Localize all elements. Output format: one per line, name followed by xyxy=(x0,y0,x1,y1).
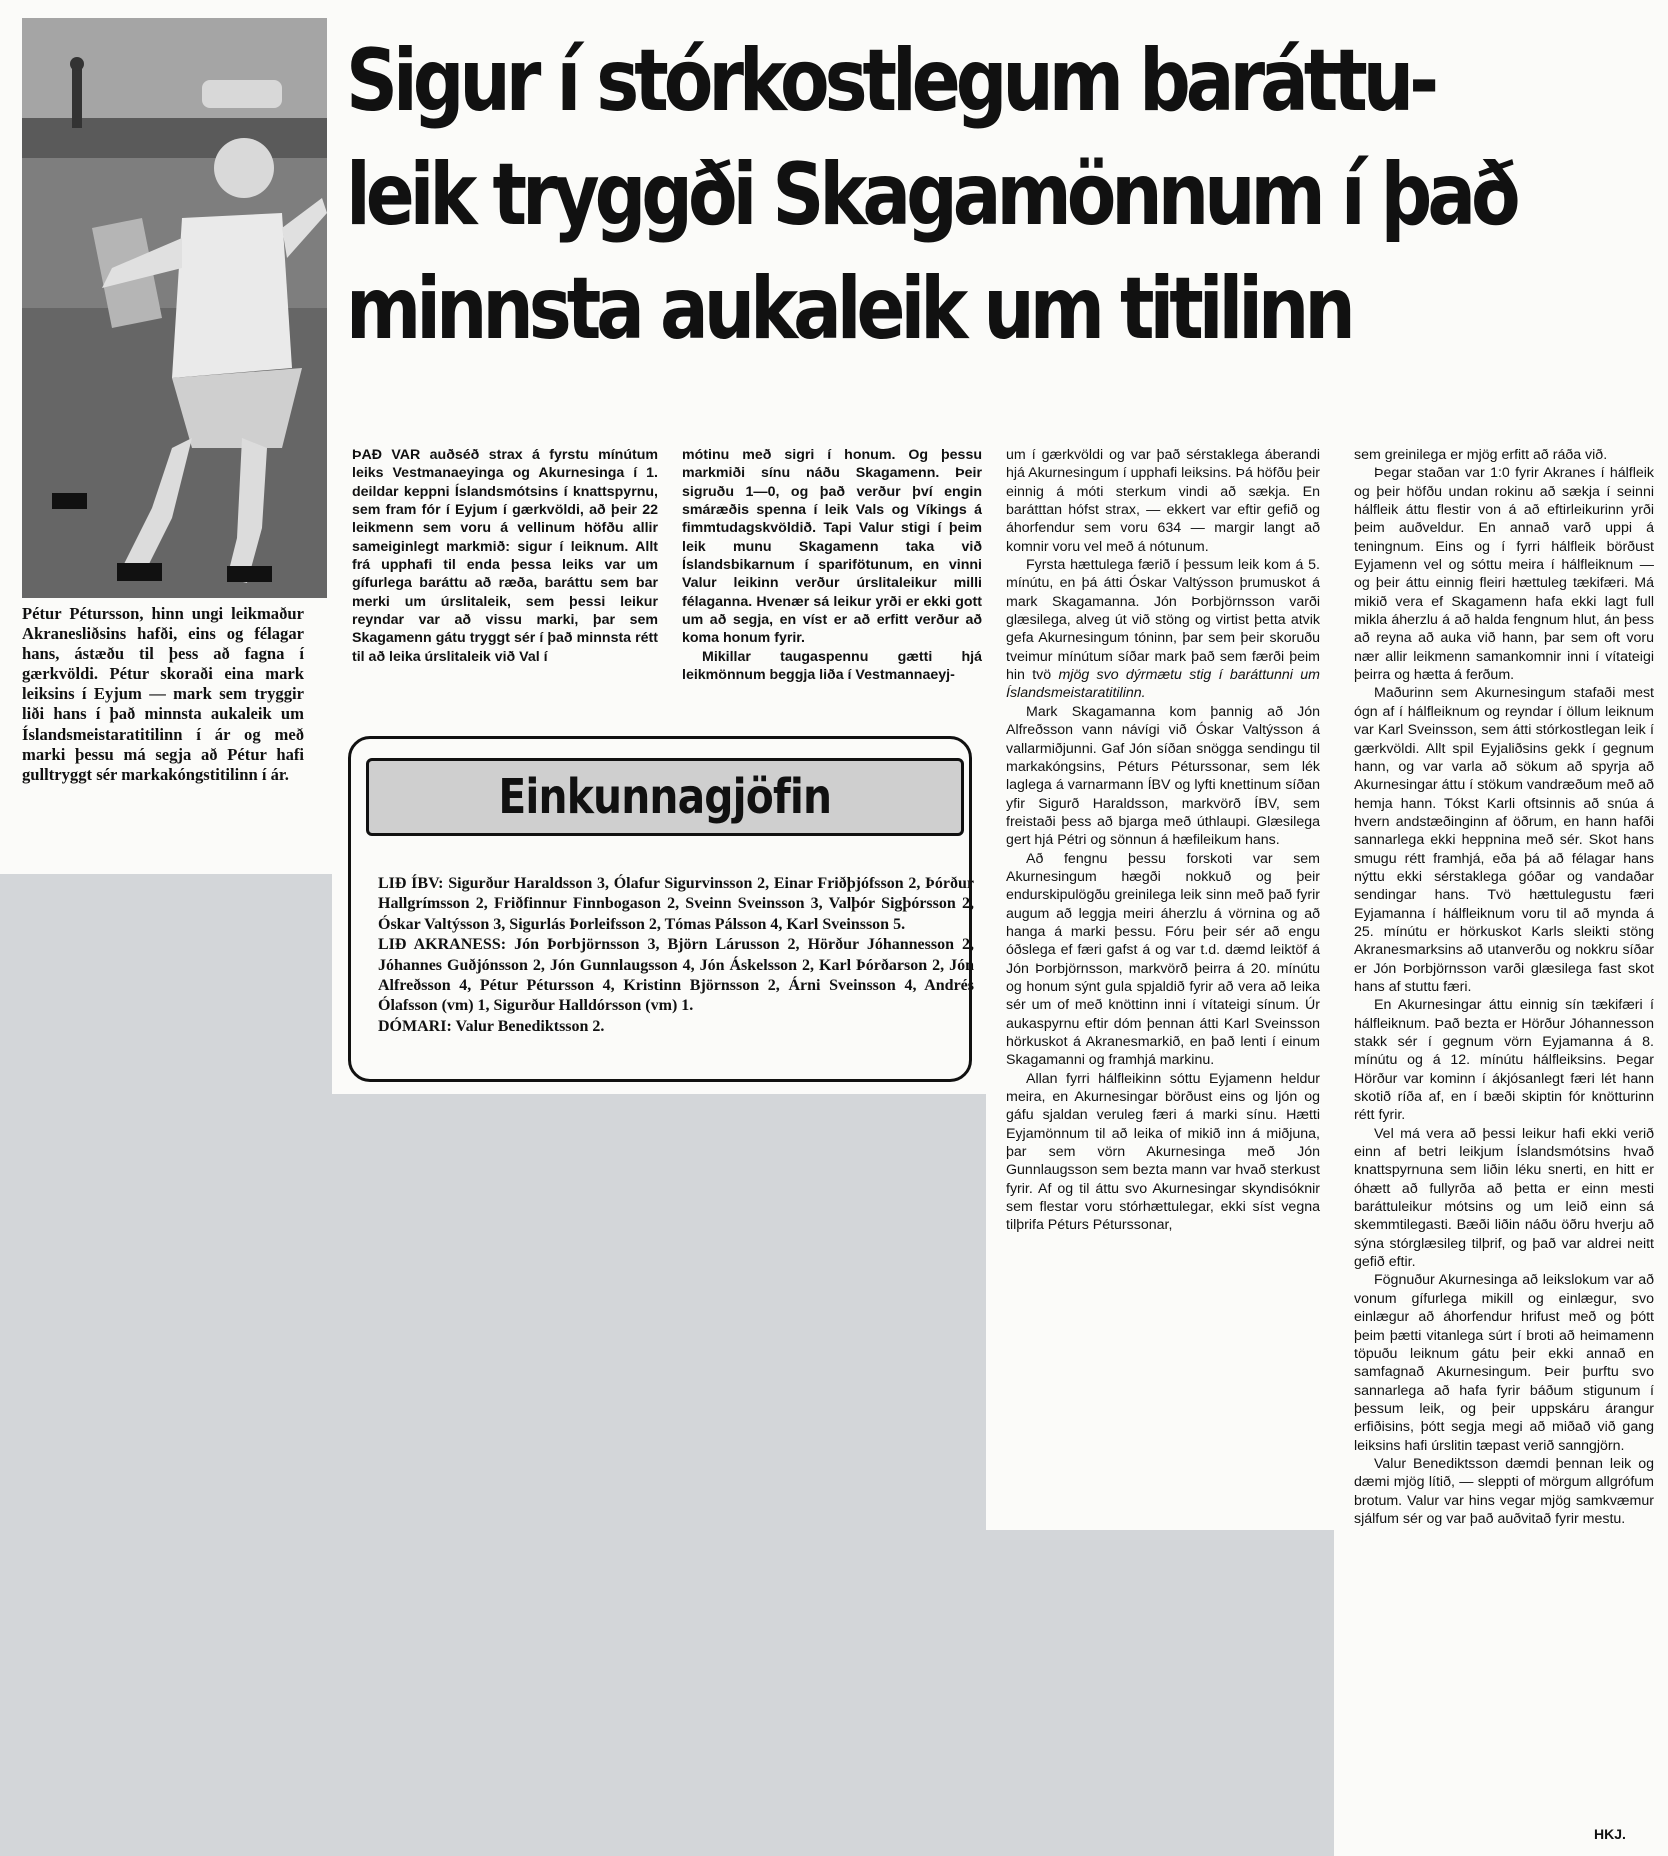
author-signature: HKJ. xyxy=(1594,1826,1626,1842)
col3-paragraph-1: um í gærkvöldi og var það sérstaklega áberandi hjá Akurnesingum í upphafi leiksins. Þá höfðu þeir einnig á móti sterkum vindi að sækja. En barátttan hófst strax, — ekkert var eftir gefið og áhorfendur sem voru 634 — margir langt að komnir voru vel með á nótunum. xyxy=(1006,447,1320,555)
article-column-3 xyxy=(1006,446,1320,1235)
ibv-ratings: Sigurður Haraldsson 3, Ólafur Sigurvinsson 2, Einar Friðþjófsson 2, Þórður Hallgrímsson 2, Friðfinnur Finnbogason 2, Sveinn Sveinsson 3, Valþór Sigþórsson 2, Óskar Valtýsson 3, Sigurlás Þorleifsson 2, Tómas Pálsson 4, Karl Sveinsson 5. xyxy=(378,875,974,933)
player-photo-graphic xyxy=(22,18,327,598)
ratings-box xyxy=(332,724,986,1092)
col3-p2-text: Fyrsta hættulega færið í þessum leik kom á 5. mínútu, en þá átti Óskar Valtýsson þrumuskot á mark Skagamanna. Jón Þorbjörnsson varði glæsilega, alveg út við stöng og virtist þetta atvik gefa Akurnesingum tóninn, þar sem þeir skoruðu tveimur mínútum síðar mark það sem færði þeim hin tvö xyxy=(1006,557,1320,684)
headline-line-2: leik tryggði Skagamönnum í það xyxy=(346,145,1516,245)
col4-paragraph-7: Valur Benediktsson dæmdi þennan leik og dæmi mjög lítið, — sleppti of mörgum allgrófum brotum. Valur var hins vegar mjög samkvæmur sjálfum sér og var það auðvitað fyrir mestu. xyxy=(1354,1455,1654,1527)
col4-paragraph-2: Þegar staðan var 1:0 fyrir Akranes í hálfleik og þeir höfðu undan rokinu að sækja í seinni hálfleik áttu flestir von á að eftirleikurinn yrði þeim auðveldur. En annað varð uppi á teningnum. Eins og í fyrri hálfleik börðust Eyjamenn vel og sóttu meira í hálfleiknum — og þeir áttu einnig fleiri hættuleg tækifæri. Má mikið vera ef Skagamenn hafa ekki lagt full mikla áherzlu á að halda fengnum hlut, án þess að reyna að auka við hann, þar sem oft voru nær allir leikmenn samankomnir inni í vítateigi þeirra og hætta á ferðum. xyxy=(1354,465,1654,684)
ratings-box-title xyxy=(366,758,964,836)
col3-paragraph-2 xyxy=(1006,556,1320,703)
photo-caption: Pétur Pétursson, hinn ungi leikmaður Akranesliðsins hafði, eins og félagar hans, ástæðu til þess að fagna í gærkvöldi. Pétur skoraði eina mark leiksins í Eyjum — mark sem tryggir liði hans í það minnsta aukaleik um Íslandsmeistaratitilinn í ár og með marki þessu má segja að Pétur hafi gulltryggt sér markakóngstitilinn í ár. xyxy=(22,604,304,784)
player-photo xyxy=(22,18,327,598)
col3-paragraph-5: Allan fyrri hálfleikinn sóttu Eyjamenn heldur meira, en Akurnesingar börðust eins og ljón og gáfu sjaldan veruleg færi á marki sínu. Hætti Eyjamönnum til að leika of mikið inn á miðjuna, þar sem vörn Akurnesinga með Jón Gunnlaugsson sem bezta mann var hvað sterkust fyrir. Af og til áttu svo Akurnesingar skyndisóknir sem flestar voru stórhættulegar, ekki síst vegna tilþrifa Péturs Péturssonar, xyxy=(1006,1070,1320,1234)
col4-paragraph-1: sem greinilega er mjög erfitt að ráða við. xyxy=(1354,447,1608,463)
headline-line-3: minnsta aukaleik um titilinn xyxy=(346,259,1351,359)
col2-paragraph-2: Mikillar taugaspennu gætti hjá leikmönnum beggja liða í Vestmannaeyj- xyxy=(682,648,982,684)
lead-text: auðséð strax á fyrstu mínútum leiks Vestmanaeyinga og Akurnesinga í 1. deildar keppni Íslandsmótsins í knattspyrnu, sem fram fór í Eyjum í gærkvöldi, að þeir 22 leikmenn sem voru á vellinum höfðu allir sameiginlegt markmið: sigur í leiknum. Allt frá upphafi til enda þessa leiks var um gífurlega baráttu að ræða, baráttu sem bar merki um úrslitaleik, sem þessi leikur reyndar var að vissu marki, þar sem Skagamenn gátu tryggt sér í það minnsta rétt til að leika úrslitaleik við Val í xyxy=(352,447,659,665)
ratings-title-text: Einkunnagjöfin xyxy=(498,769,832,825)
akranes-label: LIÐ AKRANESS: xyxy=(378,936,507,954)
article-column-2 xyxy=(682,446,982,684)
col3-p2-italic: mjög svo dýrmætu stig í baráttunni um Íslandsmeistaratitilinn. xyxy=(1006,667,1320,702)
col3-paragraph-4: Að fengnu þessu forskoti var sem Akurnesingum hægði nokkuð og þeir endurskipulögðu greinilega leik sinn með það fyrir augum að leggja meiri áherzlu á vörnina og að hanga á marki þessu. Fóru þeir sér að engu óðslega ef færi gafst á og var t.d. dæmd leiktöf á Jón Þorbjörnsson, markvörð þeirra á 20. mínútu og honum sýnt gula spjaldið fyrir að vera að leika sér um of með knöttinn inni í vítateigi sínum. Úr aukaspyrnu eftir dóm þennan átti Karl Sveinsson hörkuskot á Akranesmarkið, en það lenti í einum Skagamanni og framhjá markinu. xyxy=(1006,850,1320,1069)
headline xyxy=(346,24,1516,366)
ratings-referee xyxy=(378,1017,974,1037)
ratings-akranes xyxy=(378,935,974,1017)
ratings-box-text xyxy=(378,874,974,1037)
col4-paragraph-4: En Akurnesingar áttu einnig sín tækifæri í hálfleiknum. Það bezta er Hörður Jóhannesson stakk sér í gegnum vörn Eyjamanna á 8. mínútu og á 12. mínútu hálfleiksins. Þegar Hörður var kominn í ákjósanlegt færi lét hann skotið ríða af, en í bæði skiptin fór knötturinn rétt fyrir. xyxy=(1354,997,1654,1124)
referee-label: DÓMARI: xyxy=(378,1017,452,1035)
ratings-ibv xyxy=(378,874,974,935)
lead-caps: ÞAÐ VAR xyxy=(352,447,421,463)
ibv-label: LIÐ ÍBV: xyxy=(378,875,444,892)
col3-paragraph-3: Mark Skagamanna kom þannig að Jón Alfreðsson vann návígi við Óskar Valtýsson á vallarmiðjunni. Gaf Jón síðan snögga sendingu til markakóngsins, Péturs Péturssonar, sem lék laglega á varnarmann ÍBV og lyfti knettinum síðan yfir Sigurð Haraldsson, markvörð ÍBV, sem freistaði þess að bjarga með úthlaupi. Glæsilega gert hjá Pétri og sönnun á hæfileikum hans. xyxy=(1006,703,1320,849)
article-column-4 xyxy=(1354,446,1654,1528)
article-lead-paragraph xyxy=(352,446,658,666)
article-column-1 xyxy=(352,446,658,666)
referee-rating: Valur Benediktsson 2. xyxy=(451,1017,605,1035)
col4-paragraph-3: Maðurinn sem Akurnesingum stafaði mest ógn af í hálfleiknum og reyndar í öllum leiknum var Karl Sveinsson, sem átti stórkostlegan leik í gærkvöldi. Allt spil Eyjaliðsins gekk í gegnum hann, og var varla að sökum að spyrja að Akurnesingar áttu í stökum vandræðum með að hemja hann. Tókst Karli oftsinnis að snúa á hvern andstæðinginn af öðrum, en hann hafði sannarlega ekki heppnina með sér. Skot hans smugu rétt framhjá, eða þá að félagar hans nýttu ekki sérstaklega góðar og vandaðar sendingar hans. Tvö hættulegustu færi Eyjamanna í hálfleiknum voru til að mynda á 25. mínútu er hörkuskot Karls sleikti stöng Akranesmarksins að utanverðu og nokkru síðar er Jón Þorbjörnsson varði glæsilega fast skot hans af stuttu færi. xyxy=(1354,685,1654,995)
col4-paragraph-6: Fögnuður Akurnesinga að leikslokum var að vonum gífurlega mikill og einlægur, svo einlægur að áhorfendur hrifust með og þótt þeim þætti vitanlega súrt í broti að heimamenn töpuðu leiknum gátu þeir ekki annað en samfagnað Akurnesingum. Þeir þurftu svo sannarlega að hafa fyrir báðum stigunum í þessum leik, og þeir uppskáru árangur erfiðisins, þótt segja megi að miðað við gang leiksins hafi úrslitin tæpast verið sanngjörn. xyxy=(1354,1272,1654,1454)
headline-line-1: Sigur í stórkostlegum baráttu- xyxy=(346,31,1435,131)
col4-paragraph-5: Vel má vera að þessi leikur hafi ekki verið einn af betri leikjum Íslandsmótsins hvað knattspyrnuna sem liðin léku snerti, en hitt er óhætt að fullyrða að þetta er einn mesti baráttuleikur mótsins og um leið einn sá skemmtilegasti. Bæði liðin náðu öðru hverju að sýna stórglæsileg tilþrif, og það var aldrei neitt gefið eftir. xyxy=(1354,1125,1654,1271)
akranes-ratings: Jón Þorbjörnsson 3, Björn Lárusson 2, Hörður Jóhannesson 2, Jóhannes Guðjónsson 2, Jón Gunnlaugsson 4, Jón Áskelsson 2, Karl Þórðarson 2, Jón Alfreðsson 4, Pétur Pétursson 4, Kristinn Björnsson 2, Árni Sveinsson 4, Andrés Ólafsson (vm) 1, Sigurður Halldórsson (vm) 1. xyxy=(378,936,975,1015)
col2-paragraph-1: mótinu með sigri í honum. Og þessu markmiði sínu náðu Skagamenn. Þeir sigruðu 1—0, og það verður því engin smáræðis spenna í leik Vals og Víkings á fimmtudagskvöldið. Tapi Valur stigi í þeim leik munu Skagamenn taka við Íslandsbikarnum í sparifötunum, en vinni Valur leikinn verður úrslitaleikur milli félaganna. Hvenær sá leikur yrði er ekki gott um að segja, en víst er að erfitt verður að koma honum fyrir. xyxy=(682,447,982,647)
